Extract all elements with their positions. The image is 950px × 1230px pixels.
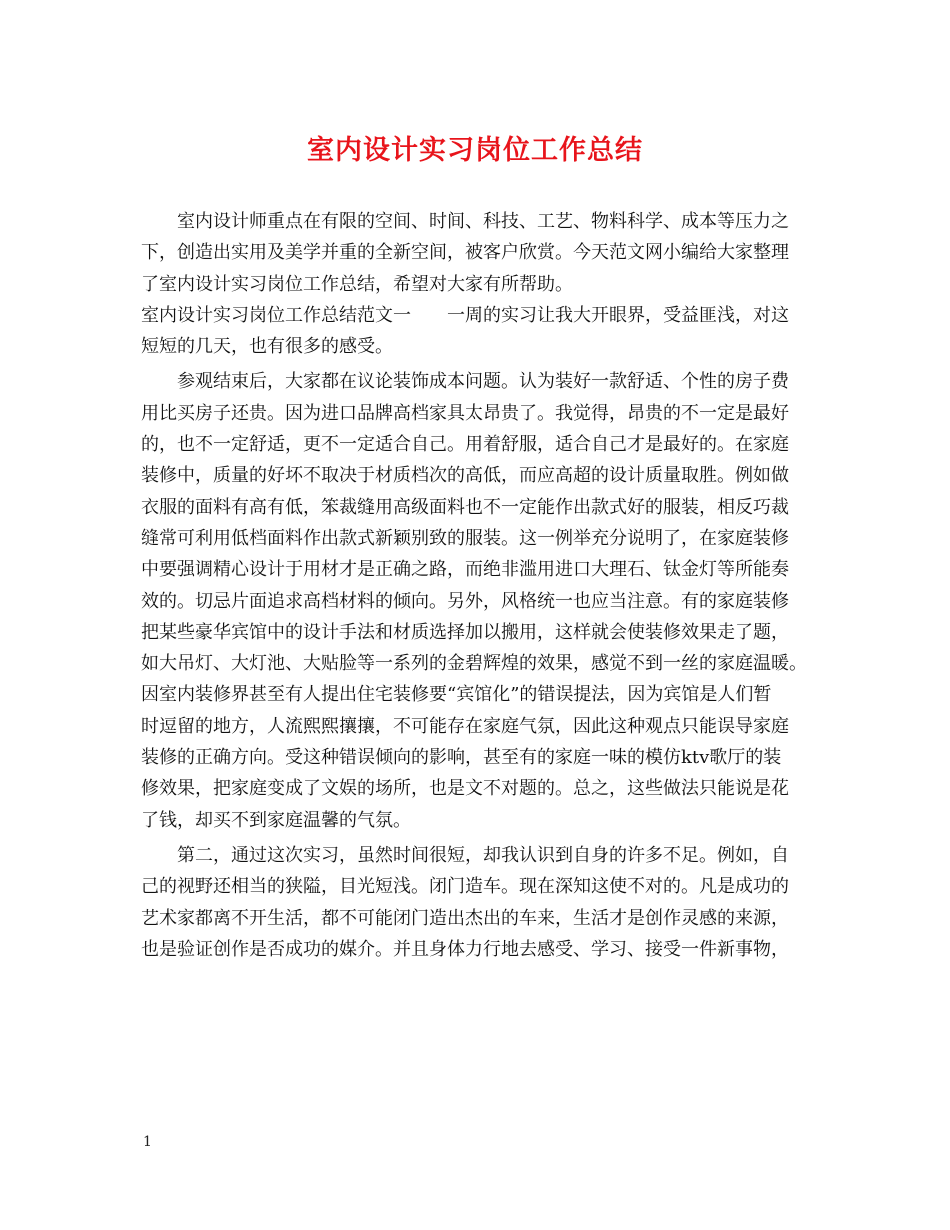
text-line: 修效果，把家庭变成了文娱的场所，也是文不对题的。总之，这些做法只能说是花 [141,778,789,800]
text-line: 己的视野还相当的狭隘，目光短浅。闭门造车。现在深知这使不对的。凡是成功的 [141,876,789,898]
text-line: 室内设计师重点在有限的空间、时间、科技、工艺、物料科学、成本等压力之 [177,211,789,232]
text-line: 效的。切忌片面追求高档材料的倾向。另外，风格统一也应当注意。有的家庭装修 [141,590,789,612]
text-line: 把某些豪华宾馆中的设计手法和材质选择加以搬用，这样就会使装修效果走了题， [141,621,789,643]
text-line: 如大吊灯、大灯池、大贴脸等一系列的金碧辉煌的效果，感觉不到一丝的家庭温暖。 [141,653,807,675]
text-line: 时逗留的地方，人流熙熙攘攘，不可能存在家庭气氛，因此这种观点只能误导家庭 [141,715,789,737]
text-line: 用比买房子还贵。因为进口品牌高档家具太昂贵了。我觉得，昂贵的不一定是最好 [141,402,789,424]
text-line: 短短的几天，也有很多的感受。 [141,336,393,358]
text-line: 第二，通过这次实习，虽然时间很短，却我认识到自身的许多不足。例如，自 [177,844,789,866]
body-paragraph [141,206,813,300]
text-line: 也是验证创作是否成功的媒介。并且身体力行地去感受、学习、接受一件新事物， [141,938,789,960]
document-title: 室内设计实习岗位工作总结 [307,135,643,166]
page-number: 1 [143,1134,152,1150]
text-line: 艺术家都离不开生活，都不可能闭门造出杰出的车来，生活才是创作灵感的来源， [141,907,789,929]
body-paragraph [141,840,813,965]
text-line: 因室内装修界甚至有人提出住宅装修要“宾馆化”的错误提法，因为宾馆是人们暂 [141,684,772,706]
text-line: 衣服的面料有高有低，笨裁缝用高级面料也不一定能作出款式好的服装，相反巧裁 [141,496,789,518]
text-line: 下，创造出实用及美学并重的全新空间，被客户欣赏。今天范文网小编给大家整理 [141,242,789,264]
text-line: 了钱，却买不到家庭温馨的气氛。 [141,809,411,831]
text-line: 缝常可利用低档面料作出款式新颖别致的服装。这一例举充分说明了，在家庭装修 [141,527,789,549]
text-line: 装修的正确方向。受这种错误倾向的影响，甚至有的家庭一味的模仿ktv歌厅的装 [141,747,782,769]
text-line: 的，也不一定舒适，更不一定适合自己。用着舒服，适合自己才是最好的。在家庭 [141,434,789,456]
text-line: 装修中，质量的好坏不取决于材质档次的高低，而应高超的设计质量取胜。例如做 [141,465,789,487]
text-line: 参观结束后，大家都在议论装饰成本问题。认为装好一款舒适、个性的房子费 [177,371,789,393]
document-body [141,206,813,965]
body-paragraph [141,366,813,835]
body-paragraph [141,300,813,363]
text-line: 中要强调精心设计于用材才是正确之路，而绝非滥用进口大理石、钛金灯等所能奏 [141,559,789,581]
text-line: 室内设计实习岗位工作总结范文一 一周的实习让我大开眼界，受益匪浅，对这 [141,304,789,326]
text-line: 了室内设计实习岗位工作总结，希望对大家有所帮助。 [141,273,573,295]
